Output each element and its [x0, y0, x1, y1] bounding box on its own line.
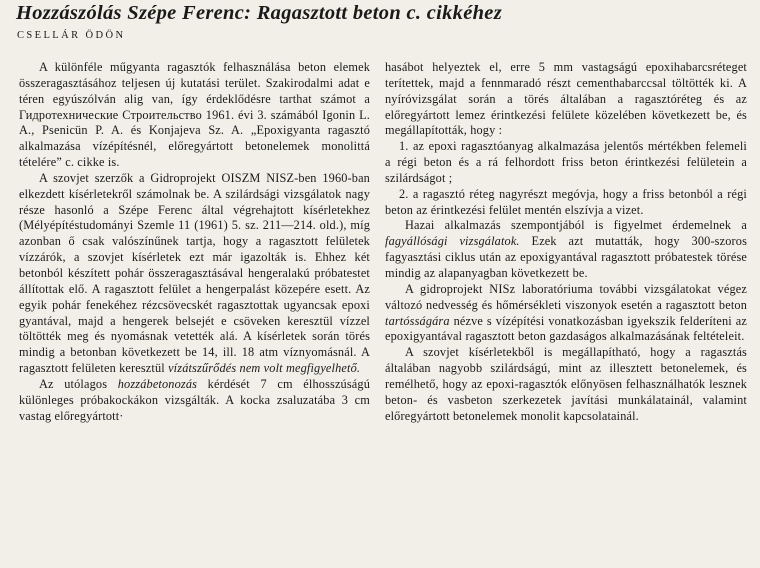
list-item: [385, 187, 747, 219]
left-column: [19, 60, 370, 424]
paragraph: [385, 345, 747, 424]
paragraph-text: Ezek azt mutatták, hogy 300-szoros fagyasztási ciklus után az epoxigyantával ragasztott próbatestek törése mindig az alapanyagban következett be.: [385, 234, 748, 280]
paragraph-continued: [385, 60, 747, 139]
list-item-text: 2. a ragasztó réteg nagyrészt megóvja, hogy a friss betonból a régi beton az érintkezési felület mentén elszívja a vizet.: [385, 186, 747, 217]
paragraph-text: A különféle műgyanta ragasztók felhasználása beton elemek összeragasztásához teljesen új kutatási terület. Szakirodalmi adat e téren egyúszólván alig van, így érdeklődésre tarthat számot a Гидротехнические Строительство 1961. évi 3. számából Igonin L. A., Psenicün P. A. és Konjajeva Sz. A. „Epoxigyanta ragasztó alkalmazása vízépítésnél, előregyártott betonelemek monolittá tételére” c. cikke is.: [19, 60, 370, 170]
right-column: [385, 60, 747, 424]
list-item-text: 1. az epoxi ragasztóanyag alkalmazása jelentős mértékben felemeli a régi beton és a rá felhordott friss beton érintkezési felületein a szilárdságot ;: [385, 139, 747, 185]
paragraph: [385, 218, 747, 281]
emphasis-text: hozzábetonozás: [117, 376, 198, 391]
paragraph-text: A gidroprojekt NISz laboratóriuma további vizsgálatokat végez változó nedvesség és hőmérsékleti viszonyok esetén a ragasztott beton: [385, 281, 747, 312]
paragraph-text: nézve s vízépítési vonatkozásban igyekszik felderíteni az epoxigyantával ragasztott beton gazdaságos alkalmazásának feltételeit.: [385, 313, 747, 344]
emphasis-text: tartósságára: [385, 313, 450, 328]
paragraph-text: A szovjet kísérletekből is megállapítható, hogy a ragasztás általában nagyobb szilárdságú, mint az illesztett betonelemek, és remélhető, hogy az epoxi-ragasztók előnyösen felhasználhatók lesznek beton- és vasbeton szerkezetek javítási munkálatainál, valamint előregyártott betonelemek monolit kapcsolatainál.: [385, 345, 747, 423]
paragraph: [385, 282, 747, 345]
paragraph-text: Hazai alkalmazás szempontjából is figyelmet érdemelnek a: [405, 218, 747, 233]
paragraph-text: kérdését 7 cm élhosszúságú különleges próbakockákon vizsgálták. A kocka zsaluzatába 3 cm vastag előregyártott·: [19, 376, 370, 423]
paragraph: [19, 377, 370, 425]
article-title: Hozzászólás Szépe Ferenc: Ragasztott beton c. cikkéhez: [16, 2, 502, 24]
paragraph-text: A szovjet szerzők a Gidroprojekt OISZM NISZ-ben 1960-ban elkezdett kísérletekről számolnak be. A szilárdsági vizsgálatok nagy része hasonló a Szépe Ferenc által végrehajtott kísérletekhez (Mélyépítéstudományi Szemle 11 (1961) 5. sz. 211—214. old.), míg azonban ő csak valószínűnek tartja, hogy a ragasztott felületek vízzárók, a szovjet kísérletek ezt már igazolták is. Ehhez két betonból készített pohár összeragasztásával hengeralakú próbatestet állítottak elő. A ragasztott felület a hengerpalást közepére esett. Az egyik pohár fenekéhez rézcsövecskét ragasztottak ugyancsak epoxi gyantával, majd a hengerek belsejét e csöveken keresztül vízzel töltötték meg és nyomásnak vetették alá. A kísérletek során törés mindig a betonban következett be 14, ill. 18 atm víznyomásnál. A ragasztott felületen keresztül: [19, 170, 370, 376]
paragraph-text: Az utólagos: [39, 376, 118, 391]
paragraph-text: hasábot helyeztek el, erre 5 mm vastagságú epoxihabarcsréteget terítettek, majd a fennmaradó részt cementhabarccsal töltötték ki. A nyíróvizsgálat során a törés általában a ragasztóréteg és az előregyártott lemez érintkezési felülete közelében következett be, és megállapították, hogy :: [385, 60, 747, 138]
article-author: CSELLÁR ÖDÖN: [17, 30, 126, 41]
emphasis-text: fagyállósági vizsgálatok.: [385, 234, 520, 249]
list-item: [385, 139, 747, 187]
emphasis-text: vízátszűrődés nem volt megfigyelhető.: [168, 361, 361, 376]
paragraph: [19, 60, 370, 171]
paragraph: [19, 171, 370, 377]
